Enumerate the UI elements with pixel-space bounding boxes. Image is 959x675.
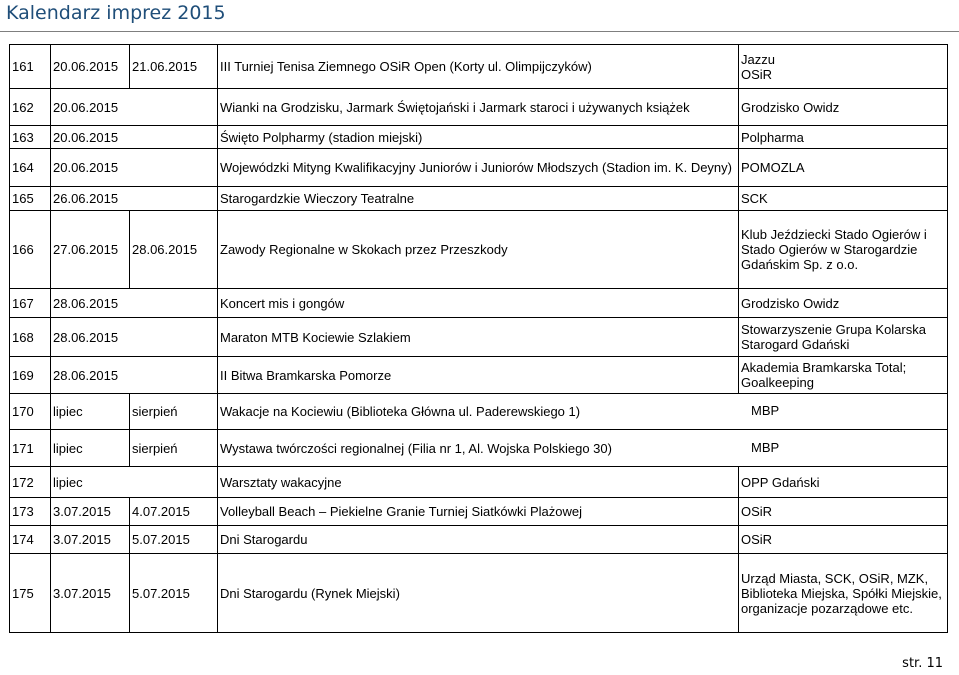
event-number: 165 [10,187,51,211]
event-start-date: 20.06.2015 [51,45,130,89]
event-start-date: 3.07.2015 [51,498,130,526]
event-organizer: Akademia Bramkarska Total; Goalkeeping [739,357,948,394]
events-table [9,44,948,633]
event-end-date: 21.06.2015 [130,45,218,89]
event-organizer: OSiR [739,526,948,554]
table-row [10,126,948,149]
event-organizer: Grodzisko Owidz [739,289,948,318]
event-end-date: sierpień [130,394,218,430]
table-row [10,467,948,498]
event-end-date: 5.07.2015 [130,554,218,633]
event-title: Święto Polpharmy (stadion miejski) [218,126,739,149]
event-title: Wianki na Grodzisku, Jarmark Świętojański i Jarmark staroci i używanych książek [218,89,739,126]
event-title [218,394,948,430]
event-start-date: 20.06.2015 [51,149,218,187]
table-row [10,526,948,554]
event-organizer: POMOZLA [739,149,948,187]
table-row [10,89,948,126]
event-organizer: Klub Jeździecki Stado Ogierów i Stado Ogierów w Starogardzie Gdańskim Sp. z o.o. [739,211,948,289]
table-row [10,357,948,394]
event-start-date: 28.06.2015 [51,357,218,394]
event-title: Volleyball Beach – Piekielne Granie Turniej Siatkówki Plażowej [218,498,739,526]
event-start-date: 3.07.2015 [51,526,130,554]
event-number: 162 [10,89,51,126]
event-organizer: Grodzisko Owidz [739,89,948,126]
event-start-date: lipiec [51,394,130,430]
event-organizer: SCK [739,187,948,211]
event-title: Koncert mis i gongów [218,289,739,318]
event-title: Zawody Regionalne w Skokach przez Przeszkody [218,211,739,289]
event-organizer: OPP Gdański [739,467,948,498]
event-number: 172 [10,467,51,498]
event-start-date: lipiec [51,467,218,498]
event-end-date: sierpień [130,430,218,467]
event-start-date: 28.06.2015 [51,289,218,318]
table-row [10,430,948,467]
table-row [10,149,948,187]
event-organizer: MBP [751,440,780,455]
table-row [10,318,948,357]
event-start-date: lipiec [51,430,130,467]
event-number: 169 [10,357,51,394]
header-divider [0,31,959,32]
table-row [10,45,948,89]
page-number: str. 11 [902,656,943,671]
event-organizer: Polpharma [739,126,948,149]
event-start-date: 27.06.2015 [51,211,130,289]
event-organizer: OSiR [739,498,948,526]
event-start-date: 20.06.2015 [51,89,218,126]
event-end-date: 5.07.2015 [130,526,218,554]
event-organizer: Urząd Miasta, SCK, OSiR, MZK, Biblioteka Miejska, Spółki Miejskie, organizacje pozarządowe etc. [739,554,948,633]
event-start-date: 26.06.2015 [51,187,218,211]
table-row [10,394,948,430]
event-number: 164 [10,149,51,187]
event-title: Starogardzkie Wieczory Teatralne [218,187,739,211]
event-organizer: MBP [751,403,780,418]
table-row [10,211,948,289]
event-end-date: 28.06.2015 [130,211,218,289]
event-start-date: 20.06.2015 [51,126,218,149]
event-number: 174 [10,526,51,554]
event-number: 161 [10,45,51,89]
event-number: 167 [10,289,51,318]
table-row [10,498,948,526]
event-number: 166 [10,211,51,289]
event-title: III Turniej Tenisa Ziemnego OSiR Open (Korty ul. Olimpijczyków) [218,45,739,89]
event-title: Warsztaty wakacyjne [218,467,739,498]
table-row [10,187,948,211]
event-number: 170 [10,394,51,430]
event-number: 171 [10,430,51,467]
event-organizer: Jazzu OSiR [739,45,948,89]
event-title: II Bitwa Bramkarska Pomorze [218,357,739,394]
event-start-date: 3.07.2015 [51,554,130,633]
event-title-text: Wystawa twórczości regionalnej (Filia nr 1, Al. Wojska Polskiego 30) [220,440,612,456]
event-title [218,430,948,467]
event-start-date: 28.06.2015 [51,318,218,357]
event-organizer: Stowarzyszenie Grupa Kolarska Starogard Gdański [739,318,948,357]
event-end-date: 4.07.2015 [130,498,218,526]
event-title: Dni Starogardu (Rynek Miejski) [218,554,739,633]
event-title: Maraton MTB Kociewie Szlakiem [218,318,739,357]
event-title: Dni Starogardu [218,526,739,554]
event-title-text: Wakacje na Kociewiu (Biblioteka Główna ul. Paderewskiego 1) [220,404,581,419]
document-header-title: Kalendarz imprez 2015 [6,2,226,24]
event-number: 173 [10,498,51,526]
table-row [10,289,948,318]
event-number: 175 [10,554,51,633]
table-row [10,554,948,633]
event-number: 168 [10,318,51,357]
event-number: 163 [10,126,51,149]
event-title: Wojewódzki Mityng Kwalifikacyjny Juniorów i Juniorów Młodszych (Stadion im. K. Deyny) [218,149,739,187]
